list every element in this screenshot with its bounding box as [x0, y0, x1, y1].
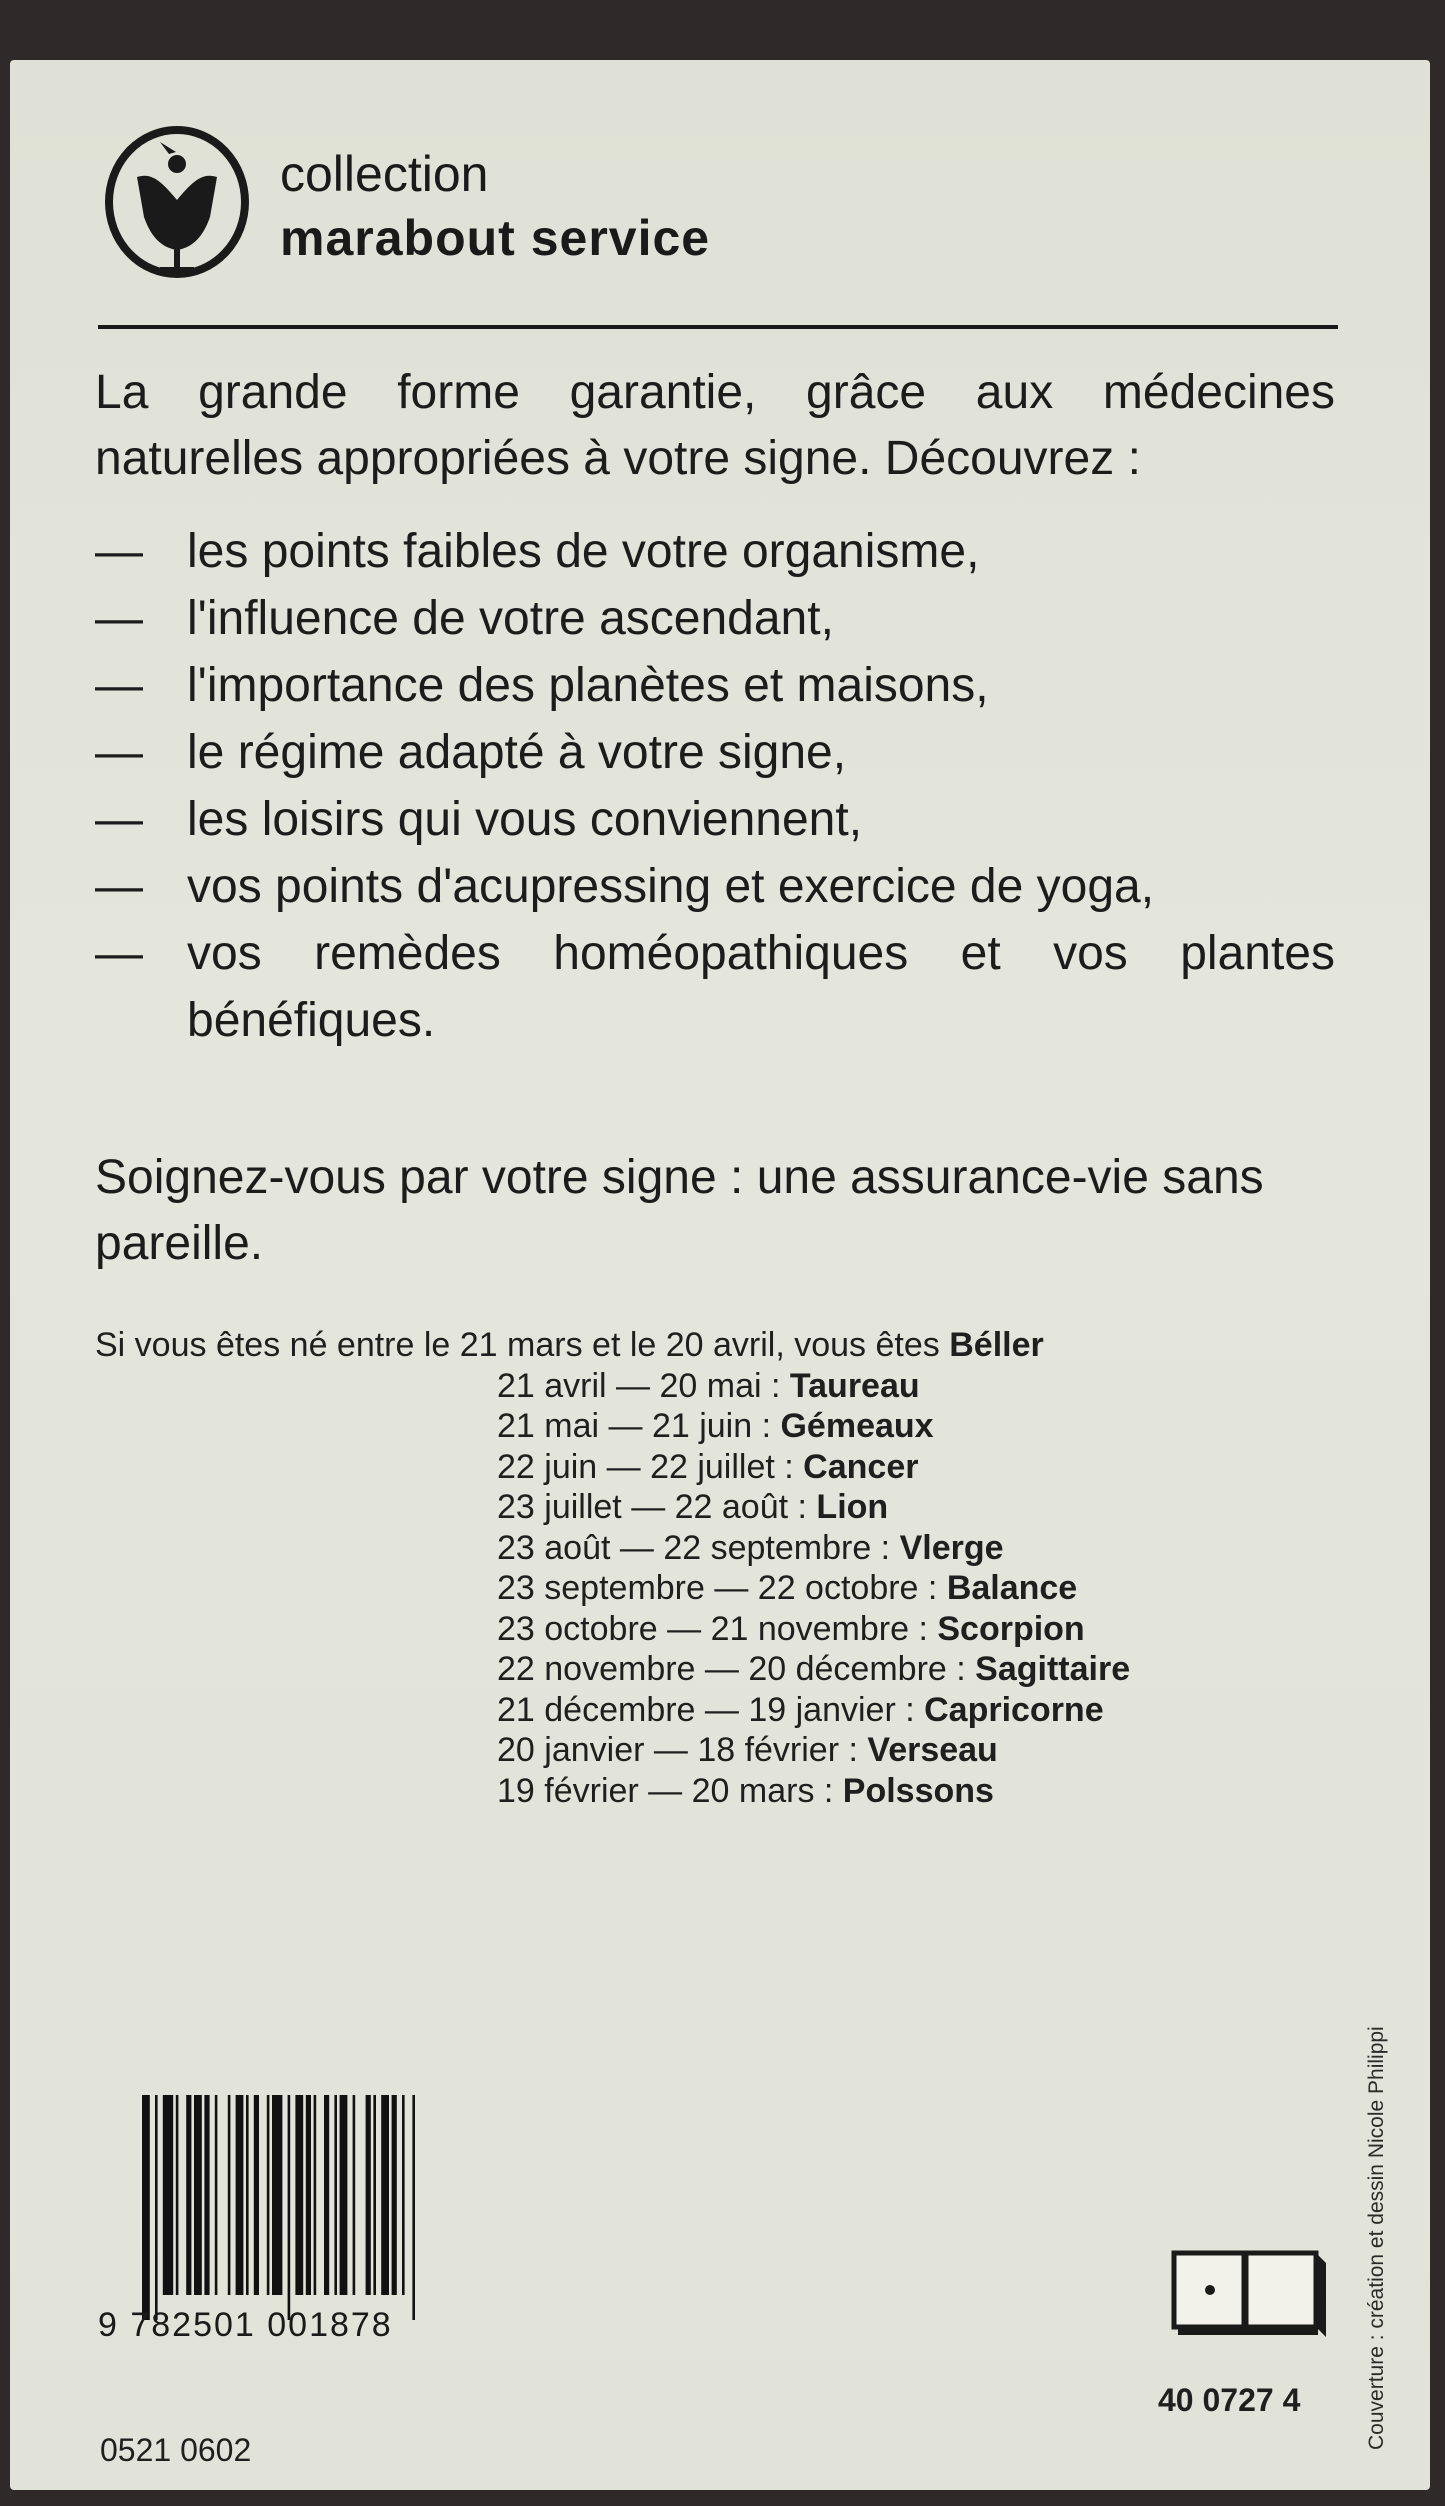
- zodiac-row: [95, 1406, 1335, 1447]
- barcode-bar: [246, 2095, 249, 2295]
- zodiac-intro-sign: Béller: [949, 1326, 1044, 1364]
- back-cover: [10, 60, 1430, 2490]
- list-item-text: les points faibles de votre organisme,: [187, 525, 980, 578]
- zodiac-dates: 23 juillet — 22 août :: [497, 1488, 817, 1526]
- zodiac-dates: 19 février — 20 mars :: [497, 1771, 843, 1810]
- collection-brand: marabout service: [280, 210, 711, 266]
- list-item-text: vos points d'acupressing et exercice de yoga,: [187, 860, 1155, 913]
- open-book-icon: [1170, 2245, 1330, 2345]
- barcode-bar: [402, 2095, 405, 2295]
- list-dash: —: [95, 726, 143, 779]
- zodiac-sign: Vlerge: [899, 1528, 1004, 1567]
- barcode-bar: [392, 2095, 397, 2295]
- barcode-bar: [295, 2095, 303, 2295]
- collection-title: [280, 142, 710, 270]
- barcode-digits: 9 782501 001878: [98, 2306, 393, 2344]
- list-dash: —: [95, 793, 143, 846]
- list-item: [95, 652, 1335, 719]
- zodiac-sign: Gémeaux: [780, 1407, 934, 1445]
- barcode-bar: [373, 2095, 376, 2295]
- zodiac-sign: Taureau: [789, 1366, 920, 1405]
- zodiac-sign: Scorpion: [937, 1609, 1085, 1648]
- barcode-bar: [228, 2095, 231, 2295]
- zodiac-row: [95, 1771, 1335, 1812]
- list-item: [95, 920, 1335, 1054]
- barcode-bar: [272, 2095, 282, 2295]
- product-code-right: 40 0727 4: [1158, 2382, 1301, 2418]
- zodiac-dates: 23 octobre — 21 novembre :: [497, 1609, 938, 1648]
- zodiac-intro: [95, 1325, 1335, 1366]
- zodiac-row: [95, 1649, 1335, 1690]
- list-item-text: l'importance des planètes et maisons,: [187, 659, 989, 712]
- zodiac-table: [95, 1325, 1335, 1811]
- barcode-bar: [176, 2095, 179, 2295]
- zodiac-sign: Polssons: [842, 1771, 994, 1810]
- marabout-bird-logo-icon: [102, 122, 252, 292]
- list-dash: —: [95, 860, 143, 913]
- barcode-bar: [340, 2095, 348, 2295]
- list-item: [95, 585, 1335, 652]
- barcode-bar: [353, 2095, 356, 2295]
- barcode-bar: [155, 2095, 158, 2320]
- barcode-icon: [140, 2095, 520, 2335]
- header-divider: [98, 325, 1338, 329]
- collection-label: collection: [280, 146, 489, 202]
- zodiac-sign: Verseau: [867, 1731, 998, 1769]
- zodiac-sign: Sagittaire: [975, 1650, 1131, 1688]
- zodiac-sign: Lion: [816, 1488, 889, 1526]
- zodiac-intro-text: Si vous êtes né entre le 21 mars et le 20 avril, vous êtes: [95, 1326, 940, 1364]
- barcode-bar: [186, 2095, 191, 2295]
- zodiac-row: [95, 1447, 1335, 1488]
- zodiac-row: [95, 1366, 1335, 1407]
- barcode-bar: [306, 2095, 311, 2295]
- barcode-bar: [288, 2095, 291, 2320]
- zodiac-sign: Cancer: [803, 1447, 919, 1486]
- list-item-text: vos remèdes homéopathiques et vos plantes bénéfiques.: [187, 927, 1335, 1047]
- feature-list: [95, 518, 1335, 1054]
- list-dash: —: [95, 659, 143, 712]
- barcode-bar: [194, 2095, 202, 2295]
- barcode-bar: [215, 2095, 218, 2295]
- closing-paragraph: Soignez-vous par votre signe : une assurance-vie sans pareille.: [95, 1151, 1264, 1270]
- barcode-bar: [163, 2095, 173, 2295]
- list-dash: —: [95, 525, 143, 578]
- list-item: [95, 786, 1335, 853]
- barcode-bar: [381, 2095, 389, 2295]
- list-item: [95, 518, 1335, 585]
- barcode-bar: [334, 2095, 337, 2295]
- zodiac-row: [95, 1528, 1335, 1569]
- list-item-text: le régime adapté à votre signe,: [187, 726, 847, 779]
- zodiac-dates: 23 août — 22 septembre :: [497, 1528, 900, 1567]
- barcode-bar: [204, 2095, 209, 2295]
- barcode-bar: [412, 2095, 415, 2320]
- zodiac-dates: 21 décembre — 19 janvier :: [497, 1690, 925, 1729]
- zodiac-row: [95, 1730, 1335, 1771]
- zodiac-dates: 20 janvier — 18 février :: [497, 1731, 868, 1769]
- zodiac-dates: 22 novembre — 20 décembre :: [497, 1650, 976, 1688]
- zodiac-dates: 22 juin — 22 juillet :: [497, 1447, 804, 1486]
- zodiac-dates: 21 avril — 20 mai :: [497, 1366, 790, 1405]
- cover-credit: Couverture : création et dessin Nicole Philippi: [1365, 2026, 1388, 2450]
- list-item-text: les loisirs qui vous conviennent,: [187, 793, 863, 846]
- barcode-bar: [254, 2095, 259, 2295]
- zodiac-sign: Balance: [946, 1569, 1078, 1607]
- list-item: [95, 853, 1335, 920]
- list-item: [95, 719, 1335, 786]
- barcode-bar: [324, 2095, 329, 2295]
- barcode-bar: [267, 2095, 270, 2295]
- barcode-bar: [142, 2095, 150, 2320]
- zodiac-row: [95, 1690, 1335, 1731]
- barcode-bar: [366, 2095, 371, 2295]
- barcode-bar: [236, 2095, 244, 2295]
- list-dash: —: [95, 592, 143, 645]
- zodiac-dates: 23 septembre — 22 octobre :: [497, 1569, 947, 1607]
- barcode-bar: [314, 2095, 317, 2295]
- zodiac-row: [95, 1568, 1335, 1609]
- product-code-left: 0521 0602: [100, 2432, 252, 2468]
- list-dash: —: [95, 927, 143, 980]
- zodiac-dates: 21 mai — 21 juin :: [497, 1407, 781, 1445]
- zodiac-row: [95, 1487, 1335, 1528]
- intro-paragraph: La grande forme garantie, grâce aux médecines naturelles appropriées à votre signe. Découvrez :: [95, 366, 1335, 485]
- zodiac-sign: Capricorne: [924, 1690, 1104, 1729]
- list-item-text: l'influence de votre ascendant,: [187, 592, 834, 645]
- zodiac-row: [95, 1609, 1335, 1650]
